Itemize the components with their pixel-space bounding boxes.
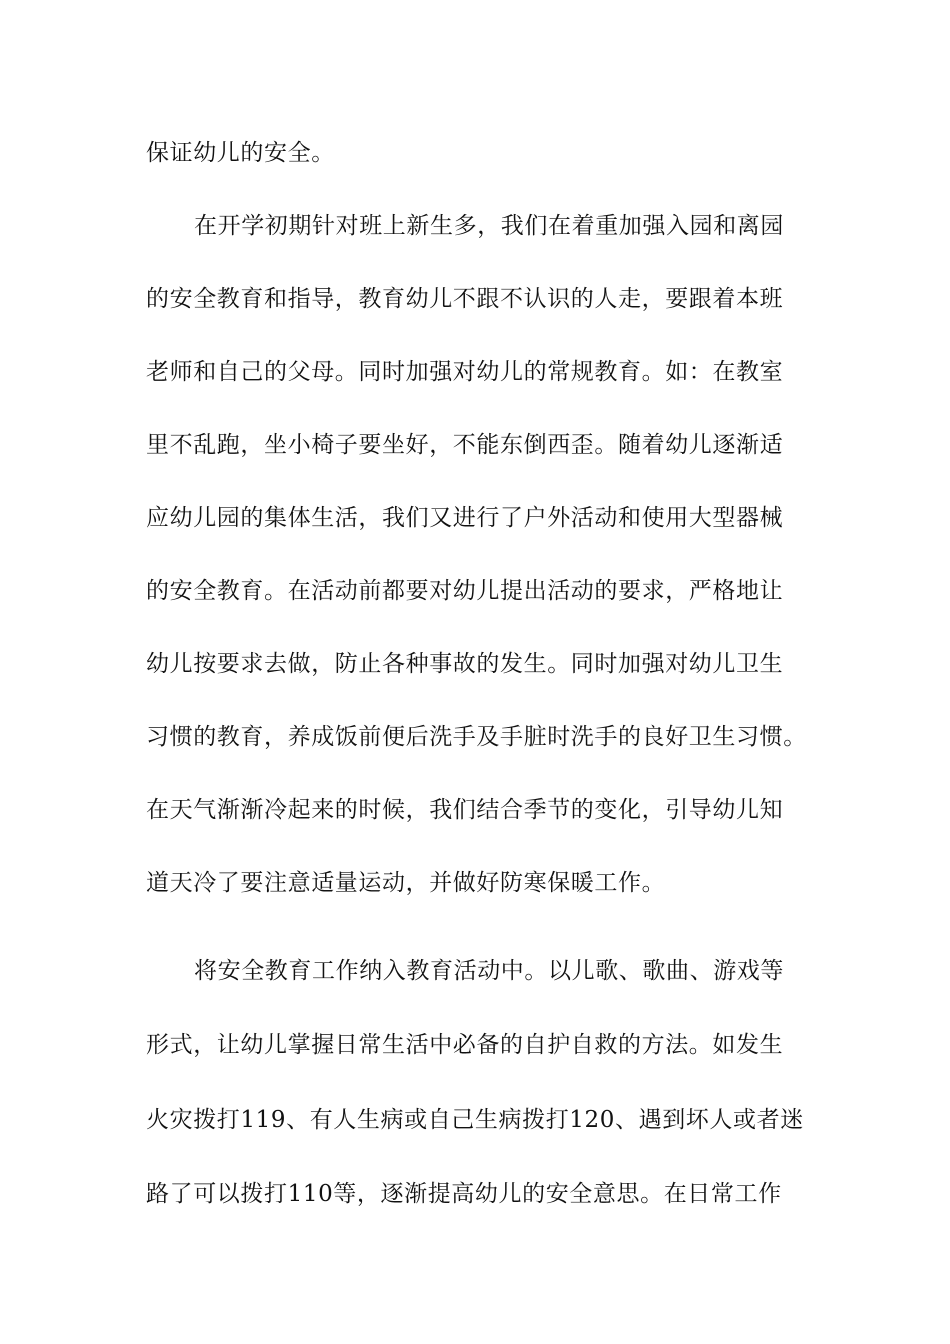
text-line: 应幼儿园的集体生活，我们又进行了户外活动和使用大型器械	[146, 505, 784, 531]
text-line: 火灾拨打119、有人生病或自己生病拨打120、遇到坏人或者迷	[146, 1107, 804, 1133]
text-line: 在天气渐渐冷起来的时候，我们结合季节的变化，引导幼儿知	[146, 797, 784, 823]
text-line: 里不乱跑，坐小椅子要坐好，不能东倒西歪。随着幼儿逐渐适	[146, 432, 784, 458]
text-line: 习惯的教育，养成饭前便后洗手及手脏时洗手的良好卫生习惯。	[146, 724, 807, 750]
text-line: 道天冷了要注意适量运动，并做好防寒保暖工作。	[146, 870, 666, 896]
text-line: 形式，让幼儿掌握日常生活中必备的自护自救的方法。如发生	[146, 1032, 784, 1058]
text-line: 路了可以拨打110等，逐渐提高幼儿的安全意思。在日常工作	[146, 1181, 782, 1207]
paragraph-first-line: 将安全教育工作纳入教育活动中。以儿歌、歌曲、游戏等	[194, 958, 784, 984]
text-line: 保证幼儿的安全。	[146, 140, 335, 166]
text-line: 的安全教育。在活动前都要对幼儿提出活动的要求，严格地让	[146, 578, 784, 604]
paragraph-first-line: 在开学初期针对班上新生多，我们在着重加强入园和离园	[194, 213, 784, 239]
text-line: 的安全教育和指导，教育幼儿不跟不认识的人走，要跟着本班	[146, 286, 784, 312]
text-line: 幼儿按要求去做，防止各种事故的发生。同时加强对幼儿卫生	[146, 651, 784, 677]
text-line: 老师和自己的父母。同时加强对幼儿的常规教育。如：在教室	[146, 359, 784, 385]
